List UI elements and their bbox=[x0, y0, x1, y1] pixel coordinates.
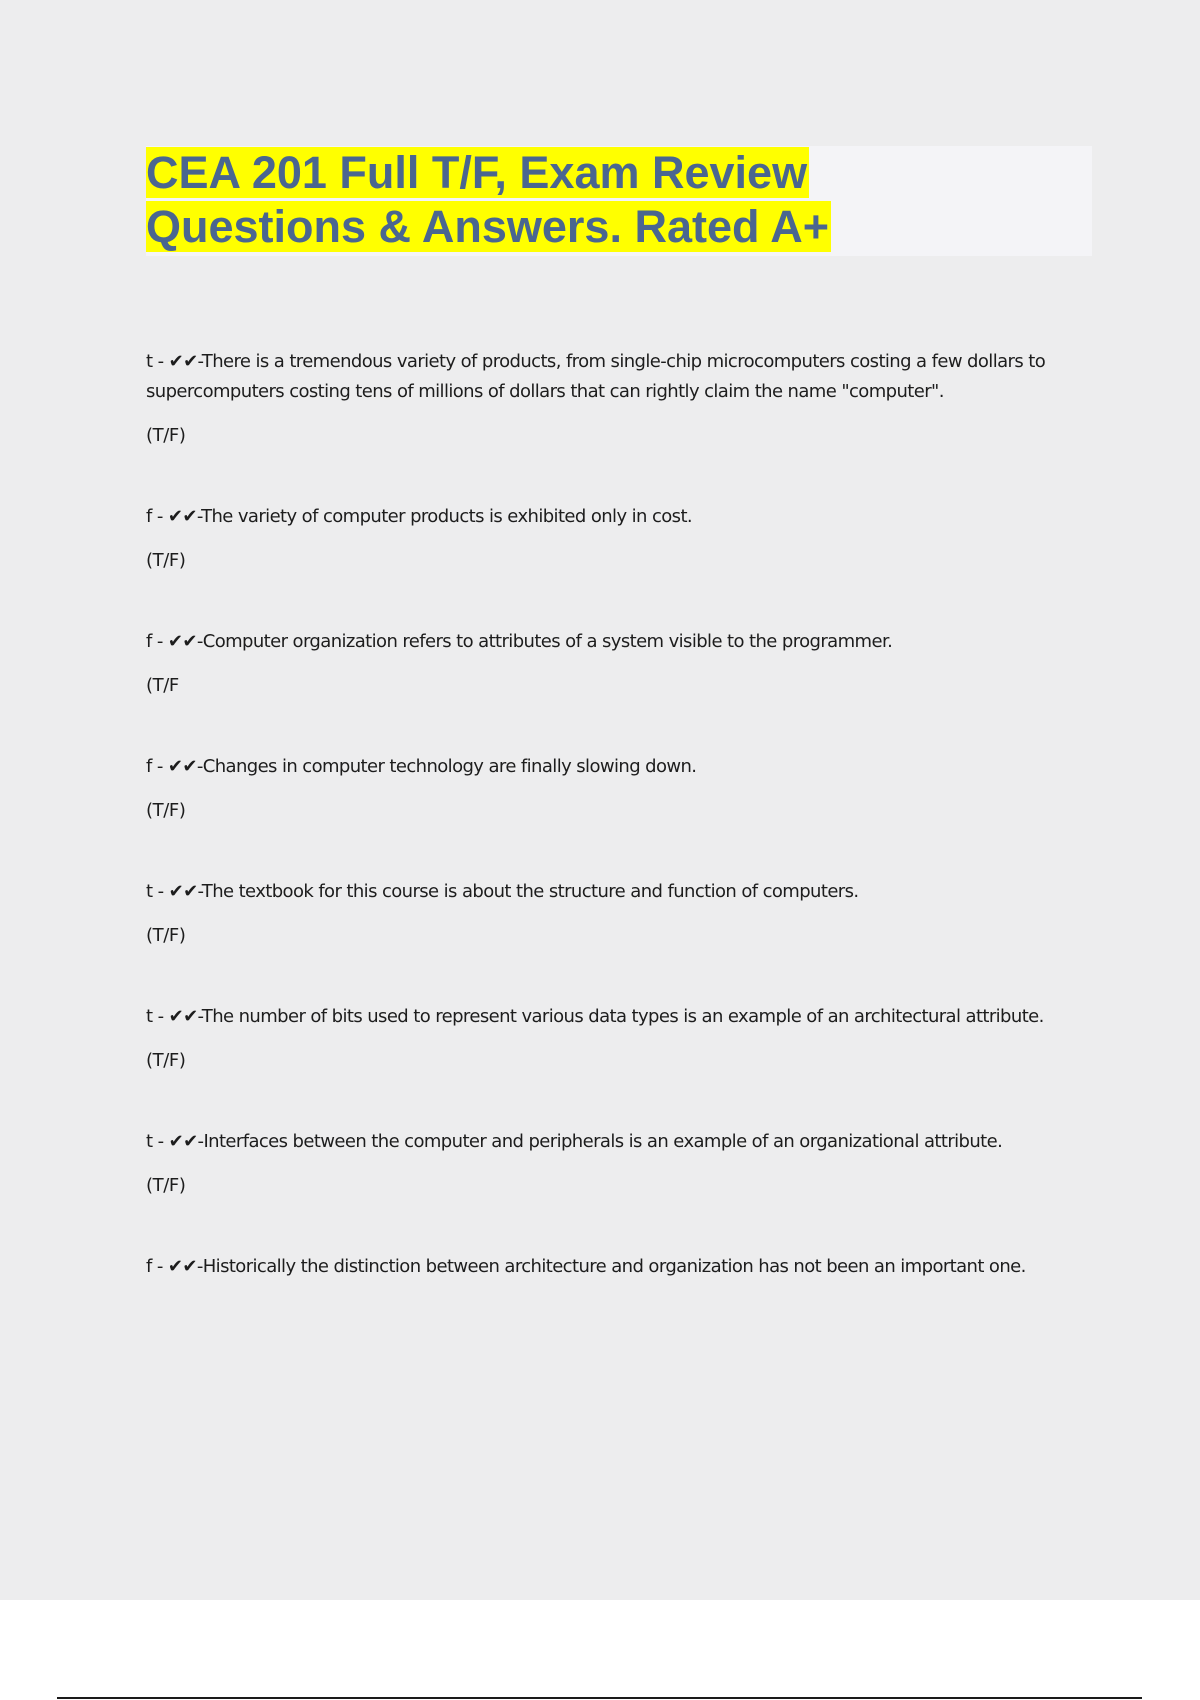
question-text: t - ✔✔-There is a tremendous variety of products, from single-chip microcomputers costing a few dollars to supercomputers costing tens of millions of dollars that can rightly claim the name "computer". bbox=[146, 351, 1046, 402]
tf-label: (T/F) bbox=[146, 1175, 186, 1196]
question-list bbox=[146, 347, 1091, 1333]
question-item-7 bbox=[146, 1127, 1091, 1201]
title-block bbox=[146, 146, 1092, 256]
question-text: f - ✔✔-Changes in computer technology are finally slowing down. bbox=[146, 756, 697, 777]
question-item-8 bbox=[146, 1252, 1091, 1282]
tf-label: (T/F) bbox=[146, 925, 186, 946]
question-item-3 bbox=[146, 627, 1091, 701]
question-text: t - ✔✔-Interfaces between the computer and peripherals is an example of an organizational attribute. bbox=[146, 1131, 1003, 1152]
question-text: t - ✔✔-The textbook for this course is about the structure and function of computers. bbox=[146, 881, 859, 902]
question-text: f - ✔✔-Historically the distinction between architecture and organization has not been an important one. bbox=[146, 1256, 1026, 1277]
tf-label: (T/F bbox=[146, 675, 179, 696]
title-line-2: Questions & Answers. Rated A+ bbox=[146, 201, 830, 252]
footer-divider bbox=[57, 1697, 1142, 1699]
question-item-1 bbox=[146, 347, 1091, 451]
question-text: f - ✔✔-The variety of computer products is exhibited only in cost. bbox=[146, 506, 693, 527]
title-line-1: CEA 201 Full T/F, Exam Review bbox=[146, 147, 808, 198]
question-item-6 bbox=[146, 1002, 1091, 1076]
tf-label: (T/F) bbox=[146, 425, 186, 446]
tf-label: (T/F) bbox=[146, 800, 186, 821]
document-title bbox=[146, 146, 1092, 254]
question-item-4 bbox=[146, 752, 1091, 826]
tf-label: (T/F) bbox=[146, 550, 186, 571]
question-text: t - ✔✔-The number of bits used to represent various data types is an example of an architectural attribute. bbox=[146, 1006, 1044, 1027]
question-text: f - ✔✔-Computer organization refers to attributes of a system visible to the programmer. bbox=[146, 631, 893, 652]
question-item-5 bbox=[146, 877, 1091, 951]
question-item-2 bbox=[146, 502, 1091, 576]
tf-label: (T/F) bbox=[146, 1050, 186, 1071]
